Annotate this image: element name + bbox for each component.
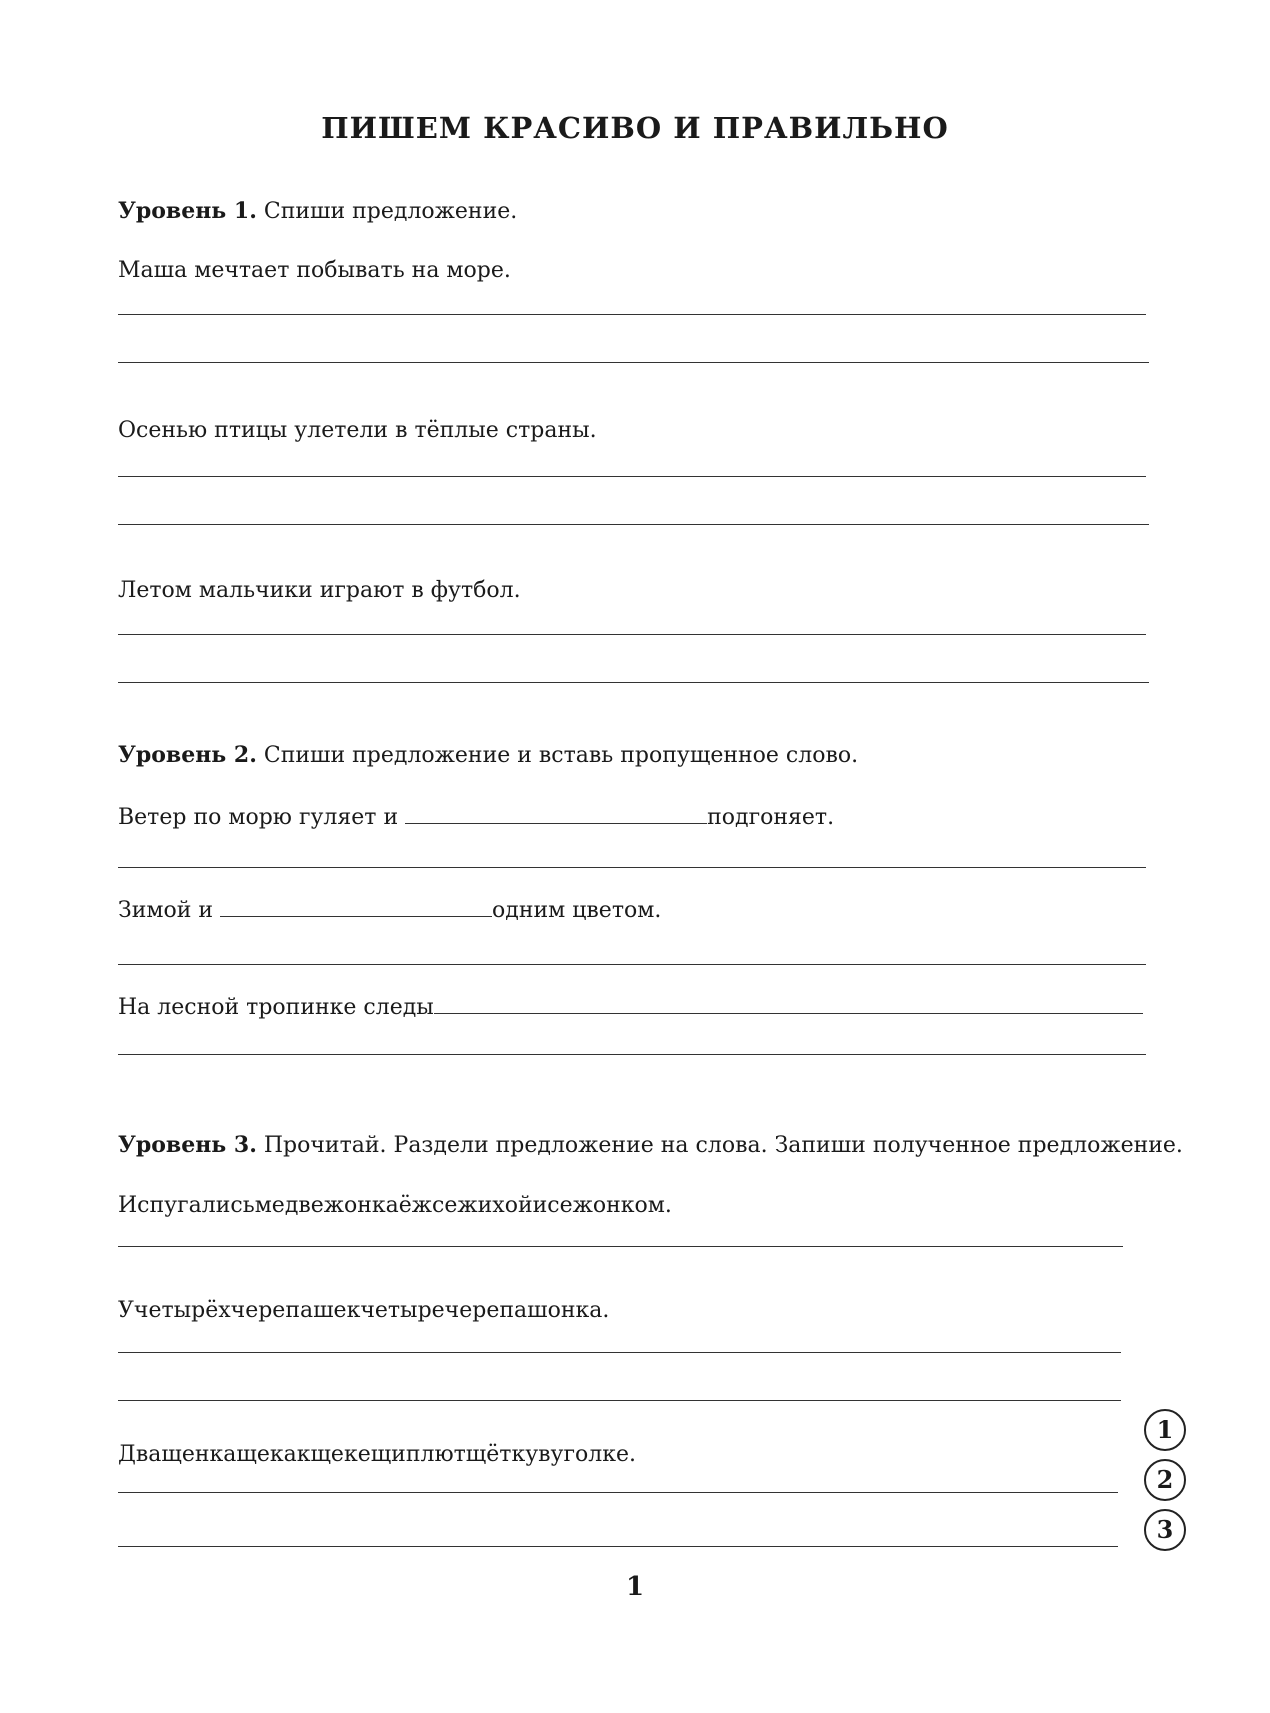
level-mark-2[interactable]: 2	[1144, 1459, 1186, 1501]
level-2-sentence-3	[118, 993, 1143, 1021]
level-3-heading	[118, 1132, 1183, 1159]
page-title: ПИШЕМ КРАСИВО И ПРАВИЛЬНО	[321, 111, 949, 145]
level-mark-1[interactable]: 1	[1144, 1409, 1186, 1451]
answer-line[interactable]	[118, 524, 1149, 525]
level-2-sentence-1	[118, 803, 834, 831]
answer-line[interactable]	[118, 634, 1146, 635]
sentence-start: Ветер по морю гуляет и	[118, 805, 406, 830]
level-1-sentence-3: Летом мальчики играют в футбол.	[118, 578, 521, 603]
level-2-sentence-2	[118, 896, 661, 924]
level-1-sentence-1: Маша мечтает побывать на море.	[118, 258, 511, 283]
level-1-sentence-2: Осенью птицы улетели в тёплые страны.	[118, 418, 597, 443]
answer-line[interactable]	[118, 476, 1146, 477]
page-number: 1	[625, 1572, 645, 1602]
sentence-start: Зимой и	[118, 898, 221, 923]
level-2-instruction: Спиши предложение и вставь пропущенное слово.	[263, 743, 859, 768]
level-3-sentence-1: Испугалисьмедвежонкаёжсежихойисежонком.	[118, 1193, 672, 1218]
level-1-heading	[118, 198, 517, 225]
level-3-instruction: Прочитай. Раздели предложение на слова. Запиши полученное предложение.	[263, 1133, 1183, 1158]
answer-line[interactable]	[118, 1546, 1118, 1547]
level-2-label: Уровень 2.	[118, 742, 257, 768]
answer-line[interactable]	[118, 1400, 1121, 1401]
answer-line[interactable]	[118, 1492, 1118, 1493]
fill-in-blank[interactable]	[220, 896, 492, 917]
level-2-heading	[118, 742, 858, 769]
level-3-sentence-3: Дващенкащекакщекещиплютщёткувуголке.	[118, 1442, 636, 1467]
sentence-start: На лесной тропинке следы	[118, 995, 434, 1020]
answer-line[interactable]	[118, 1352, 1121, 1353]
level-1-label: Уровень 1.	[118, 198, 257, 224]
sentence-end: подгоняет.	[707, 805, 835, 830]
sentence-end: одним цветом.	[492, 898, 662, 923]
fill-in-blank[interactable]	[405, 803, 707, 824]
fill-in-blank[interactable]	[434, 993, 1143, 1014]
answer-line[interactable]	[118, 1246, 1123, 1247]
level-3-label: Уровень 3.	[118, 1132, 257, 1158]
level-3-sentence-2: Учетырёхчерепашекчетыречерепашонка.	[118, 1298, 610, 1323]
answer-line[interactable]	[118, 682, 1149, 683]
answer-line[interactable]	[118, 362, 1149, 363]
answer-line[interactable]	[118, 964, 1146, 965]
answer-line[interactable]	[118, 867, 1146, 868]
answer-line[interactable]	[118, 1054, 1146, 1055]
answer-line[interactable]	[118, 314, 1146, 315]
level-mark-3[interactable]: 3	[1144, 1509, 1186, 1551]
level-1-instruction: Спиши предложение.	[263, 199, 518, 224]
